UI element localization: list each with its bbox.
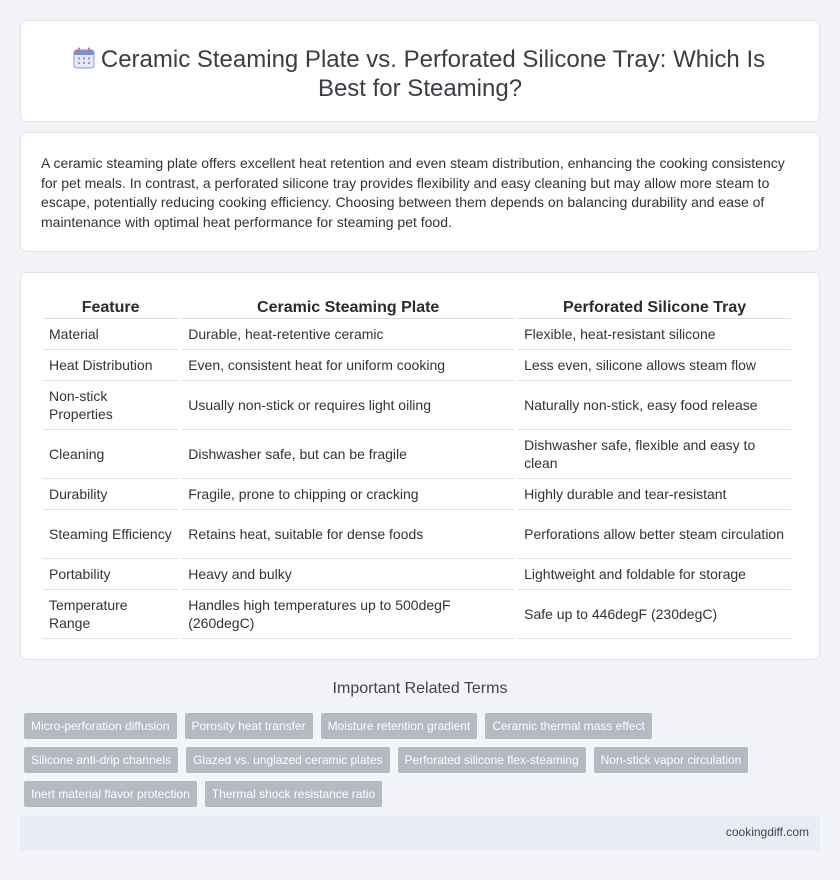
row-ceramic: Even, consistent heat for uniform cooking [182, 350, 514, 381]
row-silicone: Lightweight and foldable for storage [518, 559, 791, 590]
title-card [20, 20, 820, 122]
related-tag[interactable]: Thermal shock resistance ratio [205, 781, 382, 807]
footer-site-link[interactable]: cookingdiff.com [725, 825, 809, 839]
header-silicone: Perforated Silicone Tray [518, 296, 791, 319]
row-feature: Non-stick Properties [43, 381, 178, 430]
header-ceramic: Ceramic Steaming Plate [182, 296, 514, 319]
table-row [43, 350, 791, 381]
related-tag[interactable]: Moisture retention gradient [321, 713, 478, 739]
related-tag[interactable]: Glazed vs. unglazed ceramic plates [186, 747, 389, 773]
page-title [21, 45, 819, 103]
related-tag[interactable]: Porosity heat transfer [185, 713, 313, 739]
page-title-line-1: Ceramic Steaming Plate vs. Perforated Silicone Tray: Which Is [100, 46, 766, 73]
related-terms-tags [24, 713, 824, 815]
related-tag[interactable]: Perforated silicone flex-steaming [398, 747, 586, 773]
row-feature: Portability [43, 559, 178, 590]
row-silicone: Perforations allow better steam circulation [518, 510, 791, 559]
row-silicone: Less even, silicone allows steam flow [518, 350, 791, 381]
table-header-row [43, 296, 791, 319]
intro-text: A ceramic steaming plate offers excellent heat retention and even steam distribution, enhancing the cooking consistency for pet meals. In contrast, a perforated silicone tray provides flexibility and easy cleaning but may allow more steam to escape, potentially reducing cooking efficiency. Choosing between them depends on balancing durability and ease of maintenance with optimal heat performance for steaming pet food. [41, 155, 785, 230]
row-ceramic: Durable, heat-retentive ceramic [182, 319, 514, 350]
row-silicone: Naturally non-stick, easy food release [518, 381, 791, 430]
row-ceramic: Fragile, prone to chipping or cracking [182, 479, 514, 510]
table-row [43, 319, 791, 350]
table-row [43, 510, 791, 559]
comparison-table [39, 296, 795, 639]
intro-card [20, 132, 820, 252]
row-ceramic: Retains heat, suitable for dense foods [182, 510, 514, 559]
table-row [43, 559, 791, 590]
table-row [43, 430, 791, 479]
row-feature: Heat Distribution [43, 350, 178, 381]
related-tag[interactable]: Silicone anti-drip channels [24, 747, 178, 773]
row-silicone: Dishwasher safe, flexible and easy to clean [518, 430, 791, 479]
tag-row [24, 747, 824, 773]
related-tag[interactable]: Ceramic thermal mass effect [485, 713, 652, 739]
table-row [43, 381, 791, 430]
tag-row [24, 781, 824, 807]
header-feature: Feature [43, 296, 178, 319]
table-row [43, 479, 791, 510]
row-feature: Material [43, 319, 178, 350]
row-ceramic: Handles high temperatures up to 500degF (260degC) [182, 590, 514, 639]
row-feature: Temperature Range [43, 590, 178, 639]
row-silicone: Safe up to 446degF (230degC) [518, 590, 791, 639]
related-tag[interactable]: Micro-perforation diffusion [24, 713, 177, 739]
related-terms-title: Important Related Terms [332, 680, 508, 697]
tag-row [24, 713, 824, 739]
related-tag[interactable]: Non-stick vapor circulation [594, 747, 749, 773]
row-silicone: Highly durable and tear-resistant [518, 479, 791, 510]
table-row [43, 590, 791, 639]
row-silicone: Flexible, heat-resistant silicone [518, 319, 791, 350]
row-feature: Steaming Efficiency [43, 510, 178, 559]
row-feature: Cleaning [43, 430, 178, 479]
row-feature: Durability [43, 479, 178, 510]
row-ceramic: Heavy and bulky [182, 559, 514, 590]
row-ceramic: Usually non-stick or requires light oiling [182, 381, 514, 430]
comparison-card [20, 272, 820, 660]
row-ceramic: Dishwasher safe, but can be fragile [182, 430, 514, 479]
related-tag[interactable]: Inert material flavor protection [24, 781, 197, 807]
footer [20, 816, 820, 850]
page-title-line-2: Best for Steaming? [317, 75, 523, 102]
